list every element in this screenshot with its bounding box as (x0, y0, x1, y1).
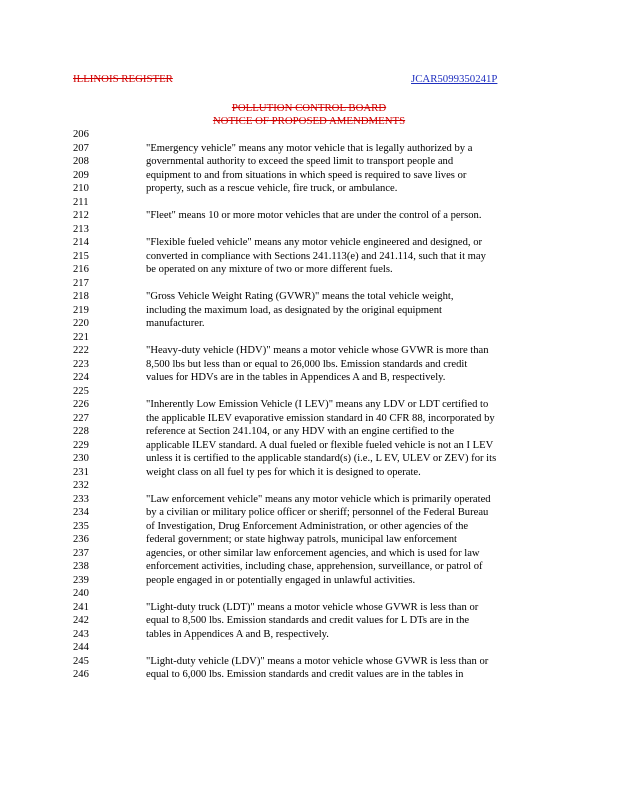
line-text: be operated on any mixture of two or more different fuels. (146, 264, 393, 275)
document-line (0, 236, 618, 250)
line-number: 216 (73, 264, 89, 275)
document-line (0, 250, 618, 264)
line-text: the applicable ILEV evaporative emission standard in 40 CFR 88, incorporated by (146, 412, 495, 424)
document-line (0, 655, 618, 669)
line-number: 208 (73, 156, 89, 167)
line-number: 217 (73, 277, 89, 289)
line-number: 220 (73, 318, 89, 329)
document-line (0, 128, 618, 142)
document-line (0, 412, 618, 426)
line-number: 232 (73, 480, 89, 491)
line-number: 231 (73, 466, 89, 478)
line-text: agencies, or other similar law enforcement agencies, and which is used for law (146, 547, 480, 559)
document-line (0, 371, 618, 385)
document-line (0, 439, 618, 453)
line-number: 229 (73, 439, 89, 451)
line-number: 243 (73, 628, 89, 640)
line-number: 238 (73, 561, 89, 572)
line-text: including the maximum load, as designated by the original equipment (146, 304, 442, 316)
line-text: weight class on all fuel ty pes for which it is designed to operate. (146, 466, 421, 478)
line-text: "Heavy-duty vehicle (HDV)" means a motor vehicle whose GVWR is more than (146, 345, 489, 356)
line-number: 234 (73, 507, 89, 518)
line-text: tables in Appendices A and B, respectively. (146, 628, 329, 640)
line-number: 226 (73, 399, 89, 410)
document-line (0, 493, 618, 507)
document-line (0, 331, 618, 345)
line-text: applicable ILEV standard. A dual fueled or flexible fueled vehicle is not an I LEV (146, 439, 494, 451)
line-text: enforcement activities, including chase, apprehension, surveillance, or patrol of (146, 561, 483, 572)
line-number: 207 (73, 142, 89, 154)
line-number: 219 (73, 304, 89, 316)
document-line (0, 317, 618, 331)
document-line (0, 479, 618, 493)
line-text: unless it is certified to the applicable standard(s) (i.e., L EV, ULEV or ZEV) for its (146, 453, 497, 464)
line-text: "Law enforcement vehicle" means any motor vehicle which is primarily operated (146, 493, 491, 505)
document-line (0, 601, 618, 615)
line-number: 227 (73, 412, 89, 424)
line-number: 240 (73, 588, 89, 599)
line-number: 239 (73, 574, 89, 586)
line-text: converted in compliance with Sections 241.113(e) and 241.114, such that it may (146, 250, 486, 262)
line-text: governmental authority to exceed the speed limit to transport people and (146, 156, 454, 167)
document-line (0, 520, 618, 534)
line-number: 214 (73, 237, 89, 248)
line-text: by a civilian or military police officer or sheriff; personnel of the Federal Bureau (146, 507, 489, 518)
line-text: "Fleet" means 10 or more motor vehicles that are under the control of a person. (146, 210, 482, 221)
line-text: 8,500 lbs but less than or equal to 26,000 lbs. Emission standards and credit (146, 358, 468, 370)
document-line (0, 614, 618, 628)
document-line (0, 290, 618, 304)
document-line (0, 466, 618, 480)
document-line (0, 628, 618, 642)
line-number: 211 (73, 196, 89, 208)
line-number: 233 (73, 493, 89, 505)
document-line (0, 506, 618, 520)
document-line (0, 587, 618, 601)
line-number: 206 (73, 129, 89, 140)
line-text: values for HDVs are in the tables in Appendices A and B, respectively. (146, 372, 446, 383)
line-number: 225 (73, 385, 89, 397)
document-line (0, 452, 618, 466)
document-line (0, 641, 618, 655)
line-text: manufacturer. (146, 318, 205, 329)
document-line (0, 425, 618, 439)
line-text: equal to 8,500 lbs. Emission standards and credit values for L DTs are in the (146, 615, 470, 626)
line-text: "Light-duty vehicle (LDV)" means a motor vehicle whose GVWR is less than or (146, 655, 489, 667)
document-line (0, 142, 618, 156)
line-number: 245 (73, 655, 89, 667)
document-line (0, 277, 618, 291)
line-number: 221 (73, 331, 89, 343)
line-number: 224 (73, 372, 89, 383)
line-number: 237 (73, 547, 89, 559)
document-line (0, 155, 618, 169)
document-line (0, 358, 618, 372)
line-text: reference at Section 241.104, or any HDV with an engine certified to the (146, 426, 455, 437)
line-number: 228 (73, 426, 89, 437)
document-line (0, 560, 618, 574)
line-number: 246 (73, 669, 89, 680)
line-number: 235 (73, 520, 89, 532)
line-text: federal government; or state highway patrols, municipal law enforcement (146, 534, 457, 545)
notice-title: NOTICE OF PROPOSED AMENDMENTS (212, 115, 406, 127)
line-text: equipment to and from situations in which speed is required to save lives or (146, 169, 467, 181)
document-body (0, 128, 618, 682)
line-number: 223 (73, 358, 89, 370)
line-number: 244 (73, 642, 89, 653)
document-line (0, 223, 618, 237)
line-number: 210 (73, 183, 89, 194)
document-line (0, 196, 618, 210)
line-text: people engaged in or potentially engaged in unlawful activities. (146, 574, 416, 586)
line-text: "Light-duty truck (LDT)" means a motor vehicle whose GVWR is less than or (146, 601, 479, 613)
line-text: "Emergency vehicle" means any motor vehicle that is legally authorized by a (146, 142, 473, 154)
line-text: "Gross Vehicle Weight Rating (GVWR)" means the total vehicle weight, (146, 291, 454, 302)
document-line (0, 385, 618, 399)
line-number: 218 (73, 291, 89, 302)
line-number: 212 (73, 210, 89, 221)
line-number: 222 (73, 345, 89, 356)
document-line (0, 263, 618, 277)
document-line (0, 344, 618, 358)
line-number: 242 (73, 615, 89, 626)
line-text: "Flexible fueled vehicle" means any motor vehicle engineered and designed, or (146, 237, 483, 248)
line-number: 236 (73, 534, 89, 545)
line-number: 230 (73, 453, 89, 464)
agency-name: POLLUTION CONTROL BOARD (231, 102, 387, 114)
line-number: 209 (73, 169, 89, 181)
document-line (0, 668, 618, 682)
document-line (0, 304, 618, 318)
document-line (0, 182, 618, 196)
line-text: equal to 6,000 lbs. Emission standards and credit values are in the tables in (146, 669, 464, 680)
register-title: ILLINOIS REGISTER (73, 73, 173, 85)
document-line (0, 398, 618, 412)
document-line (0, 574, 618, 588)
document-line (0, 533, 618, 547)
document-line (0, 209, 618, 223)
line-number: 213 (73, 223, 89, 235)
line-number: 241 (73, 601, 89, 613)
line-text: "Inherently Low Emission Vehicle (I LEV)" means any LDV or LDT certified to (146, 399, 489, 410)
line-number: 215 (73, 250, 89, 262)
line-text: of Investigation, Drug Enforcement Administration, or other agencies of the (146, 520, 469, 532)
document-code-link[interactable]: JCAR5099350241P (411, 73, 498, 85)
line-text: property, such as a rescue vehicle, fire truck, or ambulance. (146, 183, 398, 194)
document-line (0, 547, 618, 561)
document-line (0, 169, 618, 183)
